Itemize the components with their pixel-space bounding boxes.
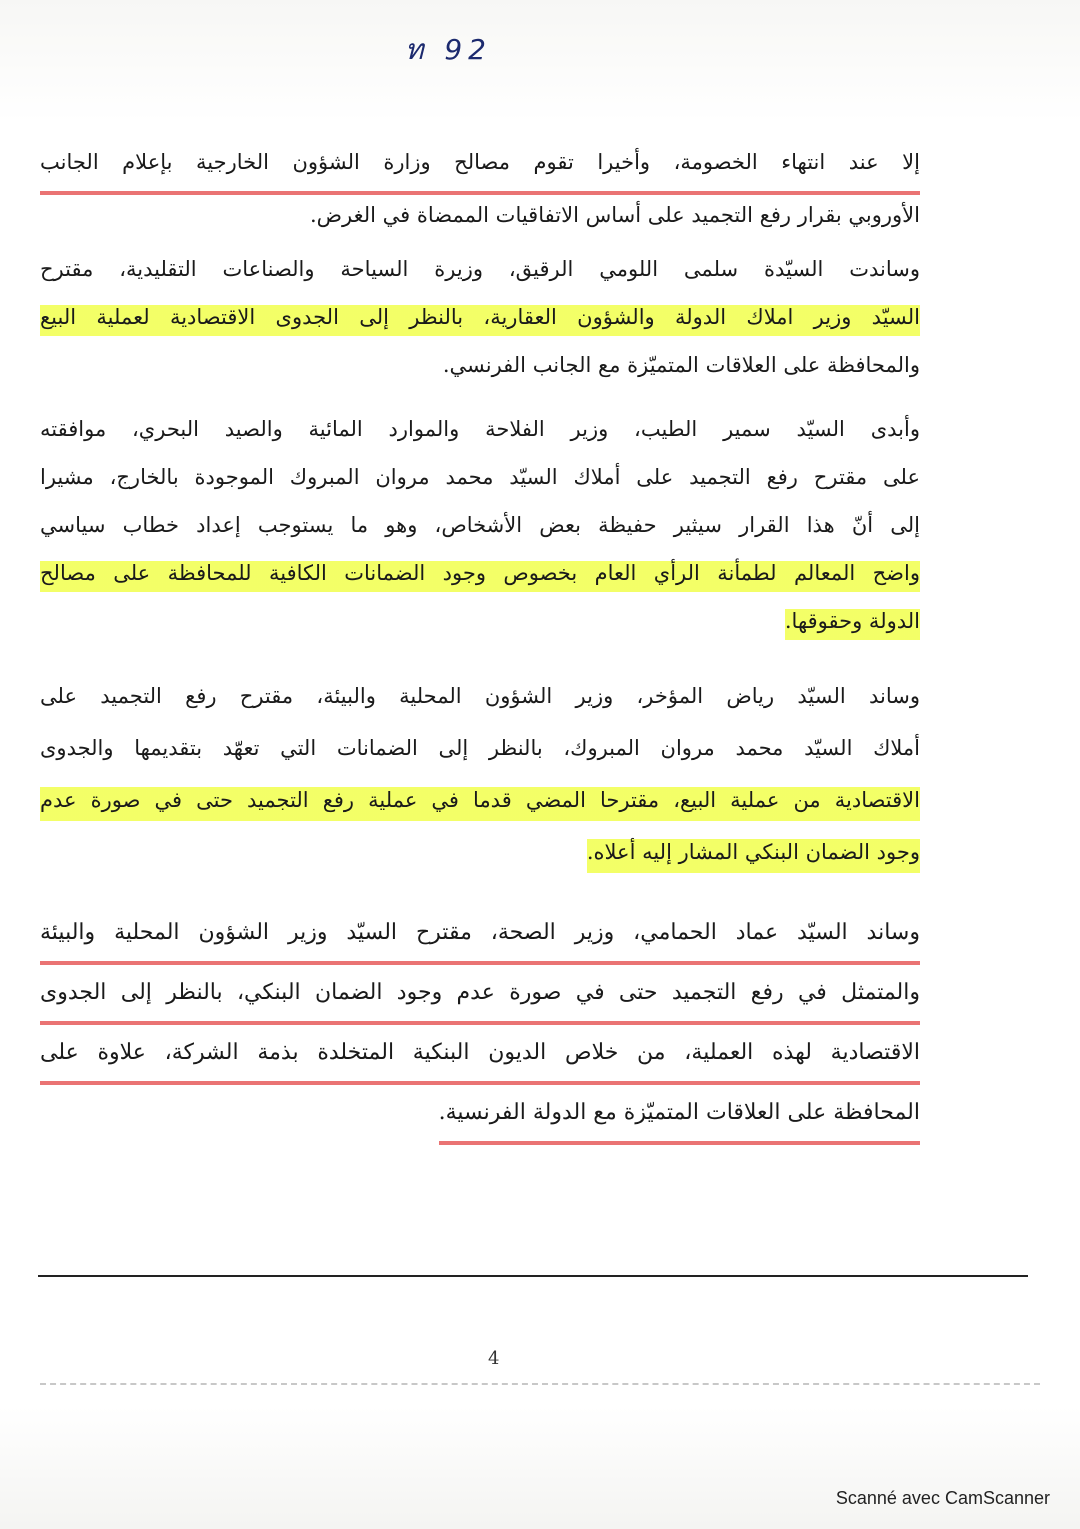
paragraph-4-line-4: وجود الضمان البنكي المشار إليه أعلاه.	[587, 826, 920, 878]
paragraph-1-line-2: الأوروبي بقرار رفع التجميد على أساس الاتفاقيات الممضاة في الغرض.	[309, 203, 920, 227]
page-number: 4	[488, 1348, 500, 1369]
scan-dashed-edge	[40, 1383, 1040, 1385]
paragraph-4	[40, 670, 920, 878]
paragraph-4-line-1: وساند السيّد رياض المؤخر، وزير الشؤون المحلية والبيئة، مقترح رفع التجميد على	[40, 684, 920, 708]
paragraph-2-line-1: وساندت السيّدة سلمى اللومي الرقيق، وزيرة السياحة والصناعات التقليدية، مقترح	[40, 257, 920, 281]
paragraph-5	[40, 905, 920, 1145]
paragraph-4-line-2: أملاك السيّد محمد مروان المبروك، بالنظر إلى الضمانات التي تعهّد بتقديمها والجدوى	[40, 736, 920, 760]
camscanner-watermark: Scanné avec CamScanner	[835, 1488, 1050, 1508]
paragraph-2-line-3: والمحافظة على العلاقات المتميّزة مع الجانب الفرنسي.	[442, 353, 920, 377]
paragraph-3-line-5: الدولة وحقوقها.	[785, 597, 920, 645]
paragraph-3	[40, 405, 920, 645]
footer-divider	[38, 1275, 1028, 1277]
paragraph-3-line-4: واضح المعالم لطمأنة الرأي العام بخصوص وجود الضمانات الكافية للمحافظة على مصالح	[40, 549, 920, 597]
paragraph-4-line-3: الاقتصادية من عملية البيع، مقترحا المضي قدما في عملية رفع التجميد حتى في صورة عدم	[40, 774, 920, 826]
paragraph-3-line-1: وأبدى السيّد سمير الطيب، وزير الفلاحة والموارد المائية والصيد البحري، موافقته	[40, 417, 920, 441]
paragraph-1-line-1: إلا عند انتهاء الخصومة، وأخيرا تقوم مصالح وزارة الشؤون الخارجية بإعلام الجانب	[40, 135, 920, 195]
paragraph-2-line-2: السيّد وزير املاك الدولة والشؤون العقارية، بالنظر إلى الجدوى الاقتصادية لعملية البيع	[40, 293, 920, 341]
paragraph-5-line-1: وساند السيّد عماد الحمامي، وزير الصحة، مقترح السيّد وزير الشؤون المحلية والبيئة	[40, 905, 920, 965]
paragraph-5-line-2: والمتمثل في رفع التجميد حتى في صورة عدم وجود الضمان البنكي، بالنظر إلى الجدوى	[40, 965, 920, 1025]
handwritten-page-number: ท 92	[405, 33, 492, 66]
paragraph-3-line-2: على مقترح رفع التجميد على أملاك السيّد محمد مروان المبروك الموجودة بالخارج، مشيرا	[40, 465, 920, 489]
paragraph-3-line-3: إلى أنّ هذا القرار سيثير حفيظة بعض الأشخاص، وهو ما يستوجب إعداد خطاب سياسي	[40, 513, 920, 537]
paragraph-5-line-3: الاقتصادية لهذه العملية، من خلاص الديون البنكية المتخلدة بذمة الشركة، علاوة على	[40, 1025, 920, 1085]
paragraph-2	[40, 245, 920, 389]
paragraph-5-line-4: المحافظة على العلاقات المتميّزة مع الدولة الفرنسية.	[439, 1085, 920, 1145]
paragraph-1	[40, 135, 920, 235]
